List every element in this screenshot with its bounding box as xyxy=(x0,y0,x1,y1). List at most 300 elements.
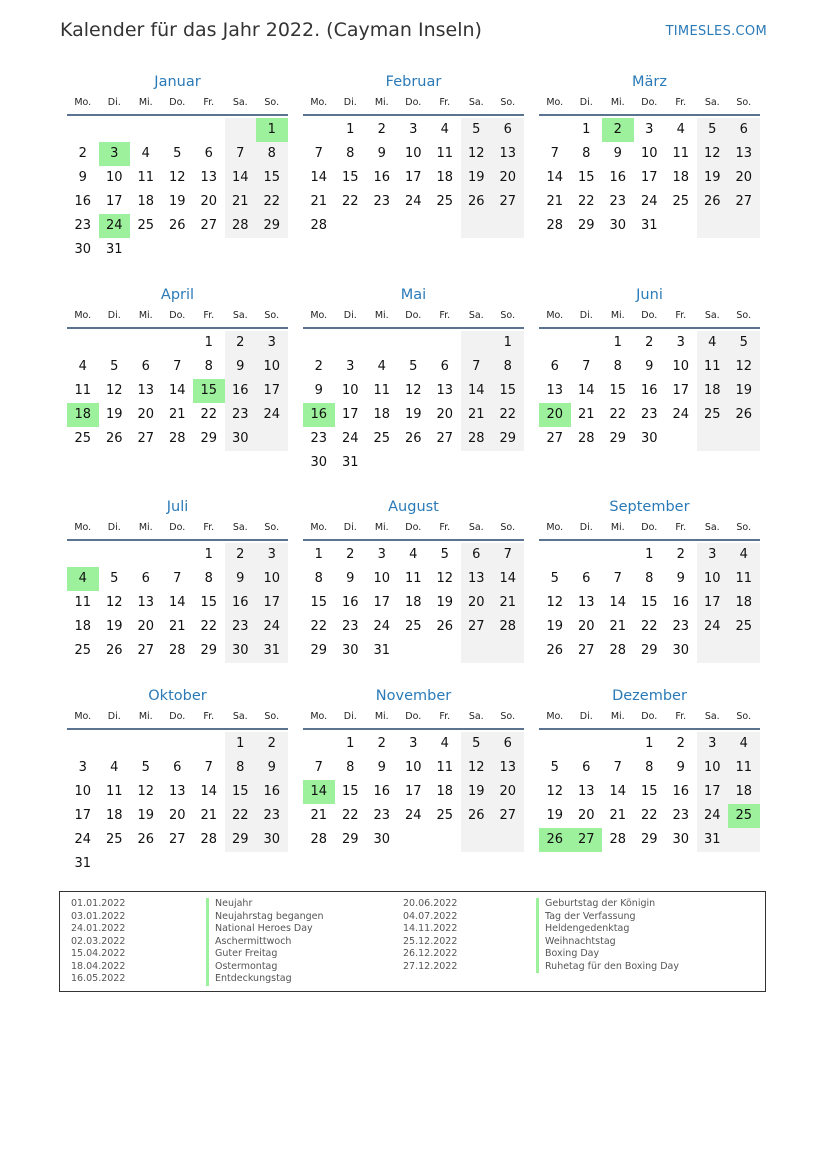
day-cell: 9 xyxy=(676,760,685,775)
weekday-label: So. xyxy=(500,310,516,321)
day-cell: 20 xyxy=(577,619,595,634)
day-cell: 1 xyxy=(613,335,622,350)
day-cell: 20 xyxy=(467,595,485,610)
weekday-label: Mo. xyxy=(310,97,328,108)
day-cell: 9 xyxy=(377,146,386,161)
day-cell: 29 xyxy=(341,832,359,847)
day-cell: 11 xyxy=(404,571,422,586)
weekday-label: Fr. xyxy=(203,711,215,722)
day-cell: 9 xyxy=(346,571,355,586)
day-cell: 26 xyxy=(436,619,454,634)
header-divider xyxy=(67,539,288,541)
weekday-label: So. xyxy=(500,522,516,533)
holiday-legend xyxy=(59,891,766,992)
day-cell: 1 xyxy=(346,736,355,751)
day-cell: 19 xyxy=(467,784,485,799)
weekday-label: Sa. xyxy=(468,97,484,108)
day-cell: 7 xyxy=(314,146,323,161)
weekday-header xyxy=(303,309,524,323)
day-cell: 27 xyxy=(735,194,753,209)
day-cell: 22 xyxy=(640,808,658,823)
day-cell: 17 xyxy=(105,194,123,209)
day-cell: 14 xyxy=(168,383,186,398)
day-cell: 19 xyxy=(735,383,753,398)
weekday-header xyxy=(539,309,760,323)
day-cell: 14 xyxy=(546,170,564,185)
day-cell: 29 xyxy=(577,218,595,233)
day-cell: 8 xyxy=(346,760,355,775)
month-dezember xyxy=(539,686,760,876)
month-name: November xyxy=(375,688,452,704)
header-divider xyxy=(303,728,524,730)
day-cell: 30 xyxy=(672,832,690,847)
day-cell: 22 xyxy=(200,407,218,422)
weekday-label: Fr. xyxy=(439,711,451,722)
day-cell: 23 xyxy=(672,619,690,634)
day-cell: 14 xyxy=(467,383,485,398)
day-cell: 2 xyxy=(346,547,355,562)
day-cell: 15 xyxy=(577,170,595,185)
day-cell: 15 xyxy=(341,170,359,185)
day-cell: 30 xyxy=(640,431,658,446)
day-cell: 3 xyxy=(676,335,685,350)
day-cell: 7 xyxy=(173,571,182,586)
day-cell: 13 xyxy=(499,146,517,161)
day-cell: 2 xyxy=(676,736,685,751)
day-cell: 27 xyxy=(436,431,454,446)
day-cell: 19 xyxy=(404,407,422,422)
day-cell: 11 xyxy=(672,146,690,161)
legend-holiday-name: Ostermontag xyxy=(206,961,277,974)
day-cell: 17 xyxy=(703,784,721,799)
day-cell: 3 xyxy=(708,547,717,562)
day-cell: 2 xyxy=(676,547,685,562)
day-cell: 8 xyxy=(645,760,654,775)
day-cell: 5 xyxy=(173,146,182,161)
weekday-label: Do. xyxy=(405,522,422,533)
month-märz xyxy=(539,72,760,262)
month-november xyxy=(303,686,524,876)
weekday-label: Sa. xyxy=(704,711,720,722)
day-cell: 22 xyxy=(577,194,595,209)
weekday-label: Di. xyxy=(343,97,357,108)
day-cell: 4 xyxy=(440,122,449,137)
day-cell: 12 xyxy=(467,146,485,161)
day-cell: 27 xyxy=(499,194,517,209)
day-cell: 22 xyxy=(499,407,517,422)
day-cell: 7 xyxy=(472,359,481,374)
weekday-label: Di. xyxy=(579,522,593,533)
day-cell: 6 xyxy=(173,760,182,775)
legend-holiday-name: Entdeckungstag xyxy=(206,973,292,986)
weekday-label: Sa. xyxy=(704,97,720,108)
weekday-label: Sa. xyxy=(232,711,248,722)
weekday-label: Fr. xyxy=(675,97,687,108)
day-cell: 17 xyxy=(672,383,690,398)
day-cell: 19 xyxy=(546,619,564,634)
day-cell: 11 xyxy=(74,383,92,398)
holiday-day-cell: 3 xyxy=(99,142,131,166)
day-cell: 8 xyxy=(346,146,355,161)
day-cell: 11 xyxy=(373,383,391,398)
weekday-label: Mi. xyxy=(138,310,153,321)
header-divider xyxy=(303,114,524,116)
day-cell: 20 xyxy=(137,407,155,422)
day-cell: 11 xyxy=(735,571,753,586)
day-cell: 8 xyxy=(645,571,654,586)
weekday-label: So. xyxy=(736,310,752,321)
weekday-label: Mi. xyxy=(138,522,153,533)
day-cell: 9 xyxy=(78,170,87,185)
day-cell: 25 xyxy=(703,407,721,422)
day-grid xyxy=(67,331,288,475)
day-cell: 13 xyxy=(137,595,155,610)
day-grid xyxy=(539,543,760,687)
day-cell: 13 xyxy=(137,383,155,398)
weekday-label: Mi. xyxy=(374,711,389,722)
weekday-label: Di. xyxy=(107,522,121,533)
day-cell: 30 xyxy=(231,643,249,658)
day-cell: 12 xyxy=(735,359,753,374)
day-cell: 1 xyxy=(645,547,654,562)
day-cell: 16 xyxy=(609,170,627,185)
holiday-day-cell: 24 xyxy=(99,214,131,238)
month-name: Juli xyxy=(166,499,189,515)
day-cell: 13 xyxy=(168,784,186,799)
legend-holiday-name: Neujahrstag begangen xyxy=(206,911,324,924)
month-oktober xyxy=(67,686,288,876)
month-name: Januar xyxy=(154,74,201,90)
day-cell: 7 xyxy=(613,760,622,775)
day-cell: 29 xyxy=(200,431,218,446)
day-cell: 30 xyxy=(341,643,359,658)
month-januar xyxy=(67,72,288,262)
weekday-label: Di. xyxy=(579,310,593,321)
day-grid xyxy=(303,543,524,687)
header-divider xyxy=(67,327,288,329)
day-cell: 16 xyxy=(74,194,92,209)
legend-date: 01.01.2022 xyxy=(71,898,126,909)
month-name: Mai xyxy=(400,287,427,303)
day-cell: 12 xyxy=(703,146,721,161)
day-cell: 27 xyxy=(137,431,155,446)
day-cell: 24 xyxy=(640,194,658,209)
day-cell: 29 xyxy=(200,643,218,658)
day-cell: 16 xyxy=(373,170,391,185)
day-grid xyxy=(539,118,760,262)
day-cell: 4 xyxy=(440,736,449,751)
holiday-day-cell: 16 xyxy=(303,403,335,427)
weekday-header xyxy=(67,309,288,323)
day-cell: 4 xyxy=(78,359,87,374)
day-cell: 8 xyxy=(582,146,591,161)
weekday-label: Sa. xyxy=(704,522,720,533)
weekday-label: Do. xyxy=(169,97,186,108)
day-cell: 18 xyxy=(404,595,422,610)
day-cell: 21 xyxy=(168,407,186,422)
day-cell: 16 xyxy=(231,595,249,610)
day-cell: 25 xyxy=(105,832,123,847)
weekday-label: Sa. xyxy=(232,522,248,533)
weekday-header xyxy=(303,710,524,724)
day-cell: 16 xyxy=(263,784,281,799)
weekday-label: Mi. xyxy=(374,97,389,108)
day-cell: 12 xyxy=(546,784,564,799)
month-september xyxy=(539,497,760,687)
day-cell: 17 xyxy=(263,595,281,610)
day-cell: 22 xyxy=(231,808,249,823)
day-cell: 11 xyxy=(105,784,123,799)
day-cell: 10 xyxy=(404,146,422,161)
day-cell: 24 xyxy=(404,194,422,209)
weekday-label: Di. xyxy=(107,711,121,722)
legend-holiday-name: Heldengedenktag xyxy=(536,923,629,936)
legend-date: 26.12.2022 xyxy=(403,948,458,959)
day-cell: 28 xyxy=(310,218,328,233)
day-cell: 15 xyxy=(263,170,281,185)
day-cell: 30 xyxy=(74,242,92,257)
day-cell: 3 xyxy=(78,760,87,775)
day-cell: 19 xyxy=(703,170,721,185)
day-cell: 24 xyxy=(703,808,721,823)
day-cell: 27 xyxy=(577,643,595,658)
day-cell: 25 xyxy=(672,194,690,209)
day-cell: 26 xyxy=(546,643,564,658)
day-cell: 1 xyxy=(314,547,323,562)
weekday-label: Mo. xyxy=(310,522,328,533)
weekday-label: Fr. xyxy=(203,310,215,321)
day-cell: 2 xyxy=(314,359,323,374)
day-cell: 20 xyxy=(168,808,186,823)
day-cell: 26 xyxy=(105,431,123,446)
holiday-day-cell: 1 xyxy=(256,118,288,142)
day-cell: 16 xyxy=(341,595,359,610)
day-cell: 15 xyxy=(341,784,359,799)
day-cell: 11 xyxy=(735,760,753,775)
day-cell: 20 xyxy=(499,784,517,799)
weekday-label: Mi. xyxy=(374,310,389,321)
day-cell: 25 xyxy=(735,619,753,634)
day-cell: 23 xyxy=(640,407,658,422)
day-cell: 9 xyxy=(236,359,245,374)
legend-date: 03.01.2022 xyxy=(71,910,126,922)
day-cell: 20 xyxy=(200,194,218,209)
day-cell: 17 xyxy=(263,383,281,398)
weekday-header xyxy=(67,710,288,724)
day-cell: 13 xyxy=(735,146,753,161)
day-cell: 15 xyxy=(640,784,658,799)
legend-holiday-name: Guter Freitag xyxy=(206,948,277,961)
weekday-label: Mo. xyxy=(546,310,564,321)
day-cell: 14 xyxy=(609,784,627,799)
header-divider xyxy=(303,539,524,541)
day-cell: 5 xyxy=(409,359,418,374)
day-cell: 5 xyxy=(110,359,119,374)
day-cell: 23 xyxy=(373,808,391,823)
day-cell: 2 xyxy=(267,736,276,751)
day-cell: 2 xyxy=(78,146,87,161)
day-cell: 14 xyxy=(168,595,186,610)
day-cell: 19 xyxy=(467,170,485,185)
day-cell: 21 xyxy=(200,808,218,823)
day-cell: 2 xyxy=(645,335,654,350)
day-cell: 9 xyxy=(377,760,386,775)
weekday-label: So. xyxy=(500,97,516,108)
weekday-header xyxy=(539,710,760,724)
day-cell: 1 xyxy=(236,736,245,751)
weekday-header xyxy=(539,521,760,535)
day-cell: 30 xyxy=(672,643,690,658)
day-cell: 28 xyxy=(546,218,564,233)
day-cell: 21 xyxy=(231,194,249,209)
day-cell: 23 xyxy=(672,808,690,823)
day-cell: 23 xyxy=(609,194,627,209)
day-cell: 28 xyxy=(200,832,218,847)
month-name: Oktober xyxy=(148,688,207,704)
holiday-day-cell: 25 xyxy=(728,804,760,828)
day-cell: 23 xyxy=(373,194,391,209)
day-cell: 20 xyxy=(735,170,753,185)
day-cell: 21 xyxy=(310,194,328,209)
day-cell: 31 xyxy=(640,218,658,233)
day-cell: 12 xyxy=(467,760,485,775)
weekday-label: Di. xyxy=(579,97,593,108)
day-cell: 7 xyxy=(503,547,512,562)
day-cell: 7 xyxy=(582,359,591,374)
day-cell: 7 xyxy=(236,146,245,161)
day-cell: 14 xyxy=(577,383,595,398)
day-cell: 20 xyxy=(577,808,595,823)
month-august xyxy=(303,497,524,687)
weekday-label: Do. xyxy=(405,711,422,722)
day-cell: 29 xyxy=(263,218,281,233)
day-cell: 1 xyxy=(503,335,512,350)
day-cell: 10 xyxy=(703,760,721,775)
weekday-label: Mi. xyxy=(610,97,625,108)
weekday-label: So. xyxy=(500,711,516,722)
day-cell: 13 xyxy=(467,571,485,586)
day-cell: 16 xyxy=(373,784,391,799)
day-cell: 17 xyxy=(640,170,658,185)
day-cell: 21 xyxy=(577,407,595,422)
header-divider xyxy=(539,539,760,541)
day-cell: 4 xyxy=(739,736,748,751)
day-cell: 7 xyxy=(204,760,213,775)
day-cell: 24 xyxy=(703,619,721,634)
legend-holiday-name: Geburtstag der Königin xyxy=(536,898,655,911)
weekday-label: So. xyxy=(736,97,752,108)
day-cell: 18 xyxy=(735,595,753,610)
day-cell: 18 xyxy=(137,194,155,209)
day-cell: 7 xyxy=(613,571,622,586)
weekday-label: Fr. xyxy=(203,522,215,533)
day-cell: 6 xyxy=(141,571,150,586)
day-cell: 22 xyxy=(310,619,328,634)
day-cell: 3 xyxy=(267,335,276,350)
day-cell: 6 xyxy=(472,547,481,562)
month-februar xyxy=(303,72,524,262)
day-cell: 13 xyxy=(499,760,517,775)
day-cell: 21 xyxy=(467,407,485,422)
day-cell: 12 xyxy=(105,595,123,610)
weekday-label: So. xyxy=(736,711,752,722)
legend-date: 18.04.2022 xyxy=(71,960,126,972)
day-cell: 24 xyxy=(263,619,281,634)
month-mai xyxy=(303,285,524,475)
day-cell: 19 xyxy=(168,194,186,209)
day-cell: 22 xyxy=(263,194,281,209)
day-cell: 19 xyxy=(546,808,564,823)
day-cell: 17 xyxy=(341,407,359,422)
day-cell: 15 xyxy=(609,383,627,398)
day-cell: 14 xyxy=(231,170,249,185)
day-cell: 4 xyxy=(110,760,119,775)
day-cell: 25 xyxy=(436,808,454,823)
day-cell: 28 xyxy=(499,619,517,634)
day-cell: 17 xyxy=(404,170,422,185)
day-cell: 17 xyxy=(373,595,391,610)
day-cell: 5 xyxy=(472,122,481,137)
weekday-label: Mo. xyxy=(310,310,328,321)
brand-link[interactable]: TIMESLES.COM xyxy=(665,24,767,39)
day-cell: 5 xyxy=(550,571,559,586)
day-cell: 11 xyxy=(436,146,454,161)
legend-date: 02.03.2022 xyxy=(71,935,126,947)
month-name: Juni xyxy=(636,287,663,303)
day-cell: 23 xyxy=(341,619,359,634)
day-cell: 9 xyxy=(676,571,685,586)
day-cell: 5 xyxy=(550,760,559,775)
weekday-label: Sa. xyxy=(704,310,720,321)
day-cell: 23 xyxy=(263,808,281,823)
day-cell: 6 xyxy=(550,359,559,374)
day-cell: 1 xyxy=(346,122,355,137)
weekday-label: Fr. xyxy=(439,522,451,533)
header-divider xyxy=(539,114,760,116)
day-cell: 6 xyxy=(503,736,512,751)
holiday-day-cell: 14 xyxy=(303,780,335,804)
day-cell: 27 xyxy=(499,808,517,823)
weekday-header xyxy=(303,96,524,110)
day-cell: 1 xyxy=(204,547,213,562)
day-cell: 4 xyxy=(377,359,386,374)
day-cell: 30 xyxy=(263,832,281,847)
day-cell: 17 xyxy=(703,595,721,610)
day-cell: 14 xyxy=(310,170,328,185)
weekday-label: So. xyxy=(264,97,280,108)
holiday-day-cell: 26 xyxy=(539,828,571,852)
day-cell: 31 xyxy=(105,242,123,257)
weekday-label: Sa. xyxy=(232,310,248,321)
day-cell: 26 xyxy=(168,218,186,233)
month-name: August xyxy=(388,499,439,515)
day-cell: 18 xyxy=(703,383,721,398)
weekday-label: Di. xyxy=(343,310,357,321)
holiday-day-cell: 4 xyxy=(67,567,99,591)
legend-holiday-name: Aschermittwoch xyxy=(206,936,291,949)
month-name: Dezember xyxy=(612,688,687,704)
day-cell: 16 xyxy=(231,383,249,398)
holiday-day-cell: 20 xyxy=(539,403,571,427)
day-cell: 2 xyxy=(377,736,386,751)
day-cell: 1 xyxy=(645,736,654,751)
day-cell: 8 xyxy=(314,571,323,586)
day-cell: 5 xyxy=(708,122,717,137)
weekday-label: Fr. xyxy=(203,97,215,108)
day-grid xyxy=(67,732,288,876)
day-cell: 24 xyxy=(341,431,359,446)
day-cell: 8 xyxy=(613,359,622,374)
